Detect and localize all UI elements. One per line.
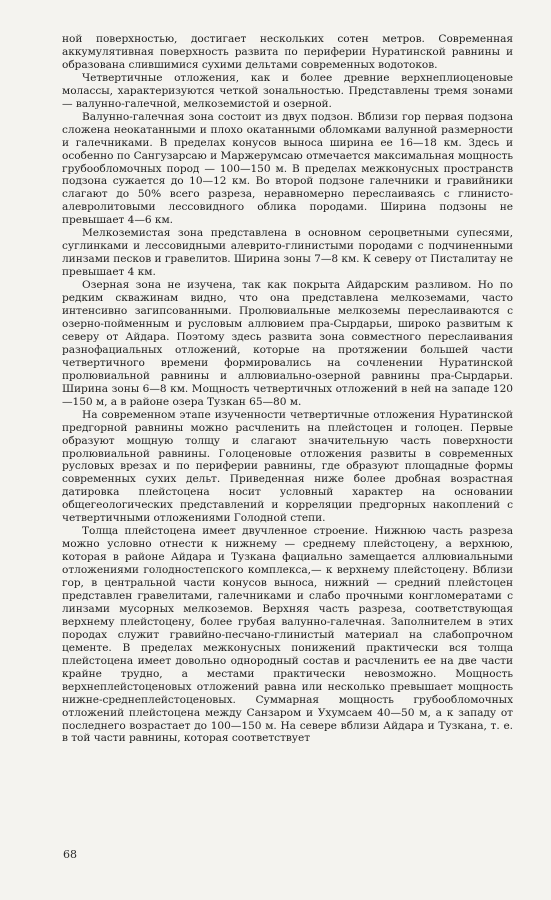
paragraph-fine-earth-zone: Мелкоземистая зона представлена в основном сероцветными супесями, суглинками и лессовидными алеврито-глинистыми породами с подчиненными линзами песков и гравелитов. Ширина зоны 7—8 км. К северу от Писталитау не превышает 4 км.: [62, 227, 513, 279]
paragraph-pleistocene-holocene: На современном этапе изученности четвертичные отложения Нуратинской предгорной равнины можно расчленить на плейстоцен и голоцен. Первые образуют мощную толщу и слагают значительную часть поверхности пролювиальной равнины. Голоценовые отложения развиты в современных русловых врезах и по периферии равнины, где образуют площадные формы современных сухих дельт. Приведенная ниже более дробная возрастная датировка плейстоцена носит условный характер на основании общегеологических представлений и корреляции предгорных накоплений с четвертичными отложениями Голодной степи.: [62, 408, 513, 525]
paragraph-boulder-zone: Валунно-галечная зона состоит из двух подзон. Вблизи гор первая подзона сложена неокатанными и плохо окатанными обломками валунной размерности и галечниками. В пределах конусов выноса ширина ее 16—18 км. Здесь и особенно по Сангузарсаю и Маржерумсаю отмечается максимальная мощность грубообломочных пород — 100—150 м. В пределах межконусных пространств подзона сужается до 10—12 км. Во второй подзоне галечники и гравийники слагают до 50% всего разреза, неравномерно переслаиваясь с глинисто-алевролитовыми лессовидного облика породами. Ширина подзоны не превышает 4—6 км.: [62, 110, 513, 227]
page-number: 68: [63, 848, 77, 861]
paragraph-zonality: Четвертичные отложения, как и более древние верхнеплиоценовые молассы, характеризуются четкой зональностью. Представлены тремя зонами — валунно-галечной, мелкоземистой и озерной.: [62, 71, 513, 110]
paragraph-lake-zone: Озерная зона не изучена, так как покрыта Айдарским разливом. Но по редким скважинам видно, что она представлена мелкоземами, часто интенсивно загипсованными. Пролювиальные мелкоземы переслаиваются с озерно-пойменным и русловым аллювием пра-Сырдарьи, широко развитым к северу от Айдара. Поэтому здесь развита зона совместного переслаивания разнофациальных отложений, которые на протяжении большей части четвертичного времени формировались на сочленении Нуратинской пролювиальной равнины и аллювиально-озерной равнины пра-Сырдарьи. Ширина зоны 6—8 км. Мощность четвертичных отложений в ней на западе 120—150 м, а в районе озера Тузкан 65—80 м.: [62, 279, 513, 408]
paragraph-pleistocene-structure: Толща плейстоцена имеет двучленное строение. Нижнюю часть разреза можно условно отнести к нижнему — среднему плейстоцену, а верхнюю, которая в районе Айдара и Тузкана фациально замещается аллювиальными отложениями голодностепского комплекса,— к верхнему плейстоцену. Вблизи гор, в центральной части конусов выноса, нижний — средний плейстоцен представлен гравелитами, галечниками и слабо прочными конгломератами с линзами мусорных мелкоземов. Верхняя часть разреза, соответствующая верхнему плейстоцену, более грубая валунно-галечная. Заполнителем в этих породах служит гравийно-песчано-глинистый материал на слабопрочном цементе. В пределах межконусных понижений практически вся толща плейстоцена имеет довольно однородный состав и расчленить ее на две части крайне трудно, а местами практически невозможно. Мощность верхнеплейстоценовых отложений равна или несколько превышает мощность нижне-среднеплейстоценовых. Суммарная мощность грубообломочных отложений плейстоцена между Санзаром и Ухумсаем 40—50 м, а к западу от последнего возрастает до 100—150 м. На севере вблизи Айдара и Тузкана, т. е. в той части равнины, которая соответствует: [62, 525, 513, 745]
paragraph-continuation: ной поверхностью, достигает нескольких сотен метров. Современная аккумулятивная поверхность развита по периферии Нуратинской равнины и образована слившимися сухими дельтами современных водотоков.: [62, 33, 513, 71]
